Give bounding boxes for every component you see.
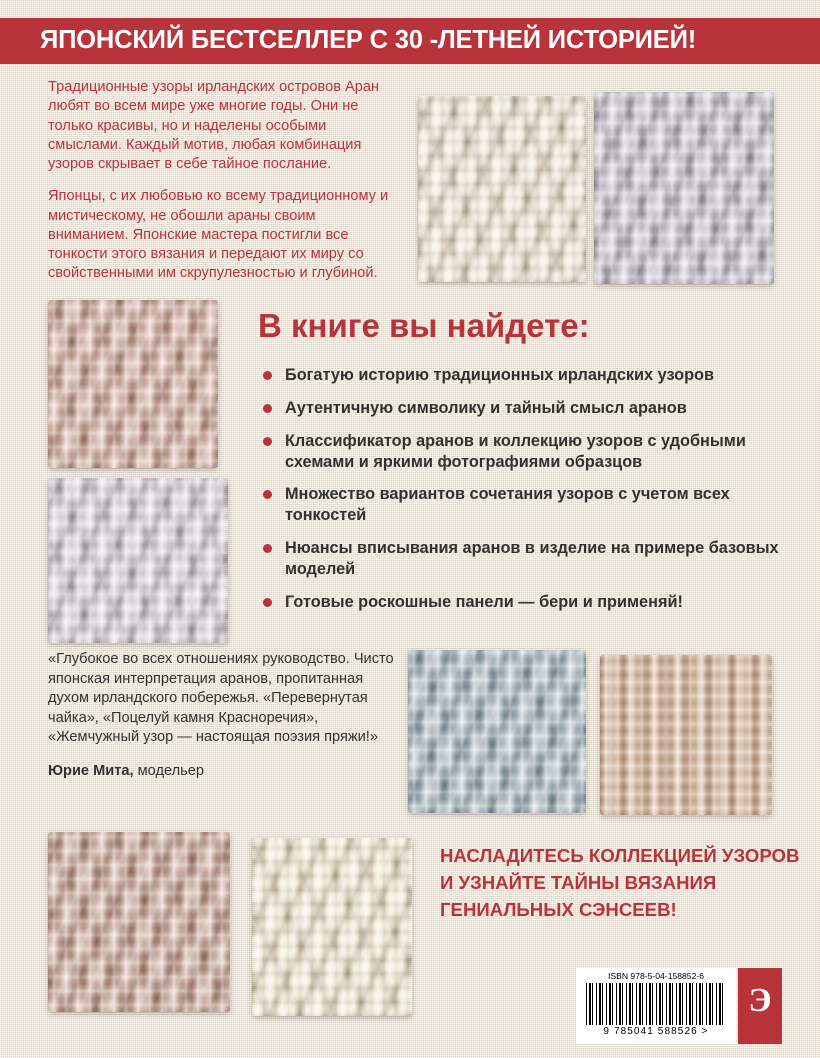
testimonial-author-role: модельер (137, 762, 204, 779)
swatch-lilac-cable-top (594, 92, 774, 284)
barcode-block (576, 968, 736, 1044)
cable-texture (252, 838, 412, 1016)
list-item (258, 398, 783, 419)
bullet-dot-icon (263, 371, 272, 380)
swatch-mauve-cable-bottom (48, 832, 230, 1012)
swatch-lilac-leaf (48, 478, 228, 643)
barcode-digits: 9 785041 588526 > (603, 1026, 709, 1037)
publisher-glyph: Э (748, 982, 772, 1019)
list-item-label: Классификатор аранов и коллекцию узоров с удобными схемами и яркими фотографиями образцов (285, 431, 746, 471)
testimonial-block (48, 650, 398, 781)
list-item-label: Богатую историю традиционных ирландских узоров (285, 366, 714, 384)
cable-texture (408, 650, 586, 813)
bullet-dot-icon (263, 598, 272, 607)
testimonial-text: «Глубокое во всех отношениях руководство. Чисто японская интерпретация аранов, пропитанная духом ирландского побережья. «Перевернутая чайка», «Поцелуй камня Красноречия», «Жемчужный узор — настоящая поэзия пряжи!» (48, 651, 394, 746)
cable-texture (48, 832, 230, 1012)
testimonial-author-name: Юрие Мита, (48, 762, 134, 779)
intro-paragraph-2: Японцы, с их любовью ко всему традиционному и мистическому, не обошли араны своим вниманием. Японские мастера постигли все тонкости этого вязания и передают их миру со свойственными им скрупулезностью и глубиной. (48, 188, 389, 282)
list-item-label: Нюансы вписывания аранов в изделие на примере базовых моделей (285, 539, 779, 579)
cable-texture (418, 96, 586, 282)
find-heading: В книге вы найдете: (258, 307, 590, 344)
intro-paragraph-1: Традиционные узоры ирландских островов Аран любят во всем мире уже многие годы. Они не только красивы, но и наделены особыми смыслами. Каждый мотив, любая комбинация узоров скрывает в себе тайное послание. (48, 79, 380, 172)
rib-texture (600, 655, 772, 815)
bullet-dot-icon (263, 404, 272, 413)
swatch-blue-gray-panel (408, 650, 586, 813)
list-item-label: Множество вариантов сочетания узоров с учетом всех тонкостей (285, 485, 730, 525)
list-item (258, 484, 783, 526)
testimonial-author (48, 762, 398, 782)
list-item (258, 538, 783, 580)
list-item-label: Аутентичную символику и тайный смысл аранов (285, 398, 687, 417)
list-item (258, 592, 783, 613)
list-item (258, 431, 783, 473)
barcode-bars (586, 983, 726, 1025)
list-item (258, 365, 783, 386)
swatch-tan-texture (600, 655, 772, 815)
closing-callout: НАСЛАДИТЕСЬ КОЛЛЕКЦИЕЙ УЗОРОВ И УЗНАЙТЕ ТАЙНЫ ВЯЗАНИЯ ГЕНИАЛЬНЫХ СЭНСЕЕВ! (440, 845, 800, 920)
bullet-dot-icon (263, 437, 272, 446)
list-item-label: Готовые роскошные панели — бери и применяй! (285, 592, 683, 611)
cable-texture (48, 300, 218, 468)
publisher-logo (738, 968, 782, 1044)
cable-texture (48, 478, 228, 643)
swatch-cream-cable-top (418, 96, 586, 282)
swatch-cream-cable-bottom (252, 838, 412, 1016)
swatch-rose-bobble (48, 300, 218, 468)
bullet-dot-icon (263, 490, 272, 499)
intro-text-block (48, 78, 393, 297)
find-list (258, 365, 783, 625)
cable-texture (594, 92, 774, 284)
headline-text: ЯПОНСКИЙ БЕСТСЕЛЛЕР С 30 -ЛЕТНЕЙ ИСТОРИЕЙ! (40, 26, 697, 54)
bullet-dot-icon (263, 544, 272, 553)
isbn-label: ISBN 978-5-04-158852-6 (607, 971, 705, 981)
